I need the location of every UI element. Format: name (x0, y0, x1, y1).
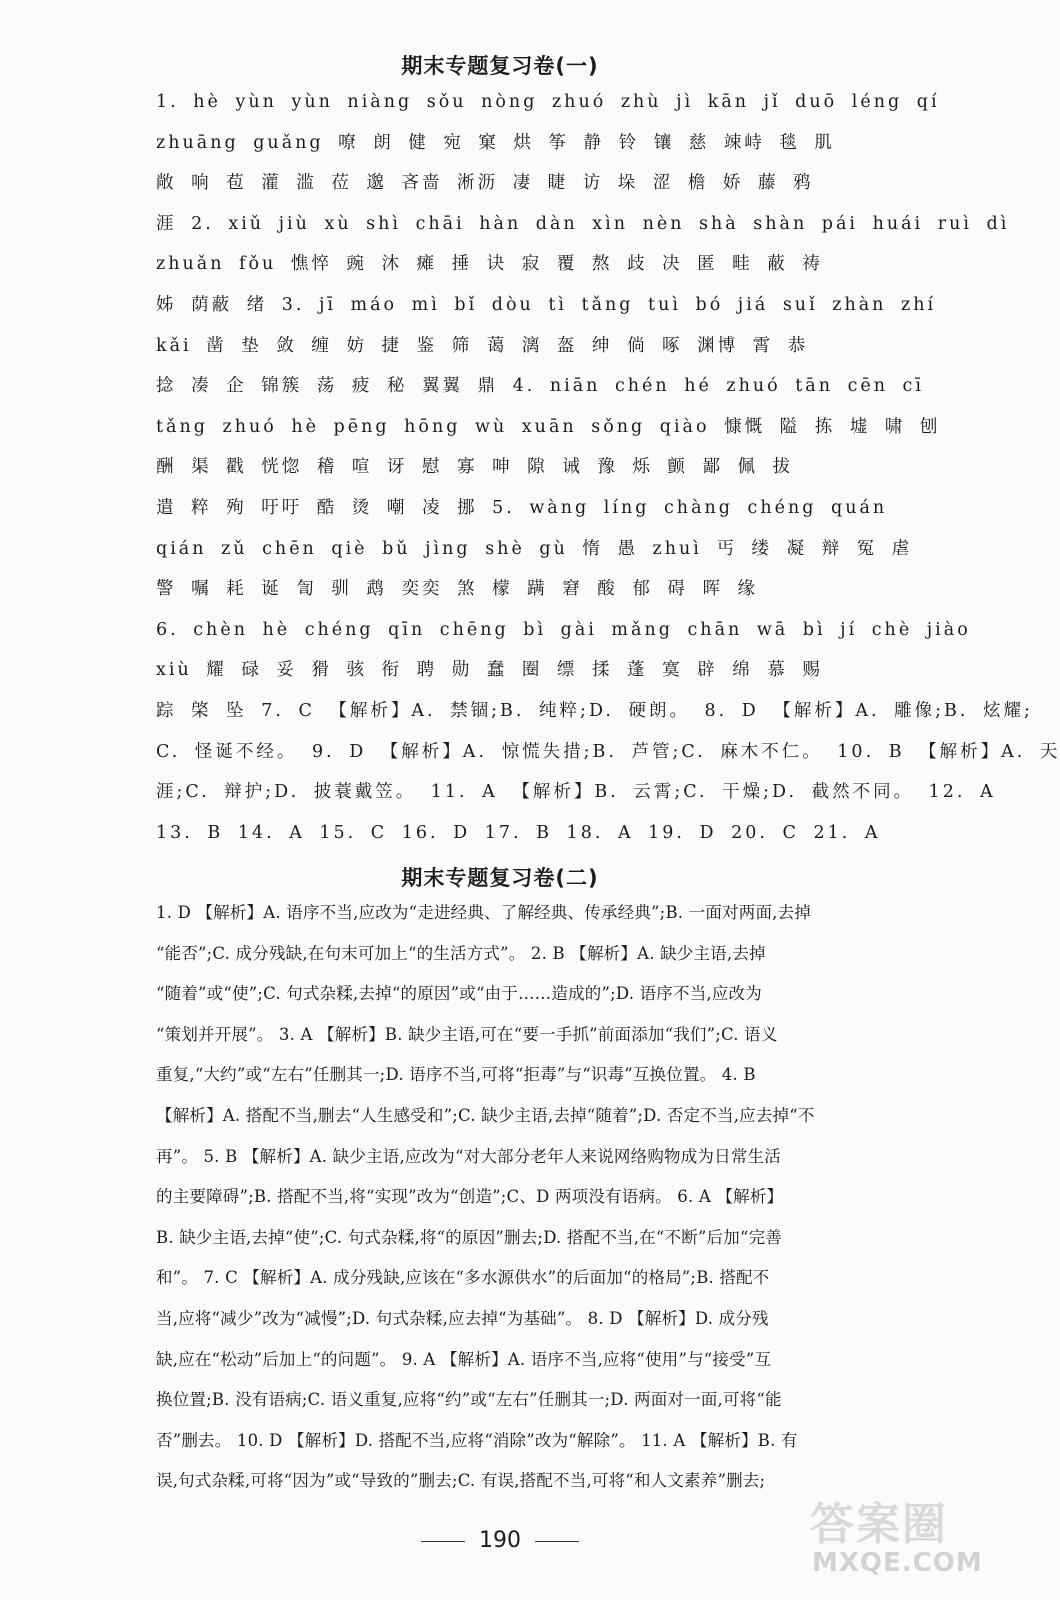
text-line: 姊 荫蔽 绪 3. jī máo mì bǐ dòu tì tǎng tuì bó jiá suǐ zhàn zhí (156, 295, 937, 315)
text-line: “能否”;C. 成分残缺,在句末可加上“的生活方式”。 2. B 【解析】A. 缺少主语,去掉 (156, 943, 766, 963)
text-line: xiù 耀 碌 妥 猾 骇 衔 聘 勋 蠢 圈 缥 揉 蓬 寞 辟 绵 慕 赐 (156, 660, 823, 681)
text-line: 换位置;B. 没有语病;C. 语义重复,应将“约”或“左右”任删其一;D. 两面对一面,可将“能 (156, 1390, 782, 1410)
page-number-text: 190 (479, 1528, 521, 1553)
text-line: 【解析】A. 搭配不当,删去“人生感受和”;C. 缺少主语,去掉“随着”;D. 否定不当,应去掉“不 (156, 1106, 815, 1125)
text-line: C. 怪诞不经。 9. D 【解析】A. 惊慌失措;B. 芦管;C. 麻木不仁。 10. B 【解析】A. 天 (156, 741, 1060, 762)
right-dash (535, 1541, 579, 1542)
text-line: 警 嘱 耗 诞 訇 驯 鹉 奕奕 煞 檬 蹒 窘 酸 郁 碍 晖 缘 (156, 579, 759, 600)
text-line: 13. B 14. A 15. C 16. D 17. B 18. A 19. D 20. C 21. A (156, 822, 881, 843)
text-line: kǎi 凿 垫 敛 缠 妨 捷 鉴 筛 蔼 漓 盔 绅 倘 啄 渊博 霄 恭 (156, 335, 809, 356)
text-line: 缺,应在“松动”后加上“的问题”。 9. A 【解析】A. 语序不当,应将“使用”与“接受”互 (156, 1349, 772, 1369)
text-line: “策划并开展”。 3. A 【解析】B. 缺少主语,可在“要一手抓”前面添加“我们”;C. 语义 (156, 1024, 778, 1044)
text-line: 踪 棨 坠 7. C 【解析】A. 禁锢;B. 纯粹;D. 硬朗。 8. D 【解析】A. 雕像;B. 炫耀; (156, 701, 1033, 721)
text-line: 敞 响 苞 灌 滥 莅 邈 吝啬 淅沥 凄 睫 访 垛 涩 檐 娇 藤 鸦 (156, 173, 814, 194)
text-line: 的主要障碍”;B. 搭配不当,将“实现”改为“创造”;C、D 两项没有语病。 6. A 【解析】 (156, 1187, 784, 1207)
text-line: 涯 2. xiǔ jiù xù shì chāi hàn dàn xìn nèn shà shàn pái huái ruì dì (156, 213, 1010, 234)
text-line: qián zǔ chēn qiè bǔ jìng shè gù 惰 愚 zhuì 丐 缕 凝 辩 冤 虐 (156, 538, 913, 559)
text-line: 酬 渠 戳 恍惚 稽 喧 讶 慰 寡 呻 隙 诫 豫 烁 颤 鄙 佩 拔 (156, 457, 794, 478)
text-line: 和”。 7. C 【解析】A. 成分残缺,应该在“多水源供水”的后面加“的格局”;B. 搭配不 (156, 1268, 770, 1288)
section-2-title: 期末专题复习卷(二) (401, 866, 599, 890)
text-line: 1. D 【解析】A. 语序不当,应改为“走进经典、了解经典、传承经典”;B. 一面对两面,去掉 (156, 903, 812, 922)
text-line: 当,应将“减少”改为“减慢”;D. 句式杂糅,应去掉“为基础”。 8. D 【解析】D. 成分残 (156, 1309, 769, 1328)
watermark-logo (800, 1488, 990, 1592)
text-line: 重复,“大约”或“左右”任删其一;D. 语序不当,可将“拒毒”与“识毒”互换位置。 4. B (156, 1065, 756, 1085)
text-line: 6. chèn hè chéng qīn chēng bì gài mǎng chān wā bì jí chè jiào (156, 619, 971, 640)
text-line: “随着”或“使”;C. 句式杂糅,去掉“的原因”或“由于……造成的”;D. 语序不当,应改为 (156, 984, 762, 1004)
left-dash (421, 1541, 465, 1542)
text-line: 否”删去。 10. D 【解析】D. 搭配不当,应将“消除”改为“解除”。 11. A 【解析】B. 有 (156, 1430, 798, 1450)
text-line: zhuāng guǎng 嘹 朗 健 宛 窠 烘 筝 静 铃 镶 慈 竦峙 毯 肌 (156, 132, 835, 153)
section-1-title: 期末专题复习卷(一) (401, 54, 599, 78)
text-line: 误,句式杂糅,可将“因为”或“导致的”删去;C. 有误,搭配不当,可将“和人文素养”删去; (156, 1471, 766, 1491)
text-line: 1. hè yùn yùn niàng sǒu nòng zhuó zhù jì kān jǐ duō léng qí (156, 92, 940, 112)
text-line: 捻 凑 企 锦簇 荡 疲 秘 翼翼 鼎 4. niān chén hé zhuó tān cēn cī (156, 376, 924, 397)
watermark-text: 答案圈 (810, 1499, 948, 1550)
text-line: zhuǎn fǒu 憔悴 豌 沐 瘫 捶 诀 寂 覆 熬 歧 决 匿 畦 蔽 祷 (156, 254, 823, 275)
text-line: tǎng zhuó hè pēng hōng wù xuān sǒng qiào 慷慨 隘 拣 墟 啸 刨 (156, 416, 941, 437)
text-line: B. 缺少主语,去掉“使”;C. 句式杂糅,将“的原因”删去;D. 搭配不当,在“不断”后加“完善 (156, 1227, 782, 1247)
text-line: 遣 粹 殉 吁吁 酷 烫 嘲 凌 挪 5. wàng líng chàng chéng quán (156, 498, 888, 518)
watermark-url: MXQE.COM (812, 1548, 983, 1578)
text-line: 再”。 5. B 【解析】A. 缺少主语,应改为“对大部分老年人来说网络购物成为日常生活 (156, 1146, 781, 1166)
text-line: 涯;C. 辩护;D. 披蓑戴笠。 11. A 【解析】B. 云霄;C. 干燥;D. 截然不同。 12. A (156, 782, 996, 803)
